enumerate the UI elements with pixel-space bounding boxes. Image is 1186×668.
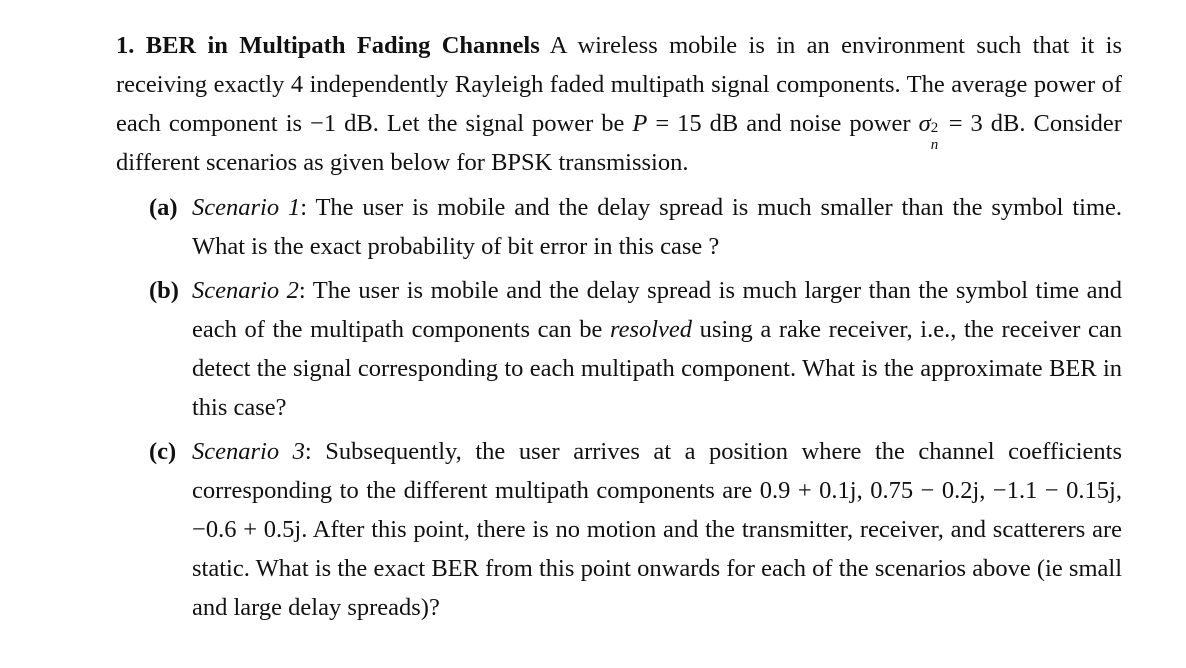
part-a [116,188,1122,266]
sigma-symbol: σ [918,110,931,137]
scenario-list [116,188,1122,627]
part-c-scenario: Scenario 3 [192,438,305,465]
signal-power-symbol: P [632,110,648,137]
intro-text-2: . Let the signal power be [372,110,633,137]
problem-number: 1. [116,32,135,59]
intro-text-3: and noise power [738,110,919,137]
part-a-text: : The user is mobile and the delay spread is much smaller than the symbol time. What is the exact probability of bit error in this case ? [192,194,1123,260]
sigma-superscript: 2 [930,120,939,136]
part-b-emphasis: resolved [609,316,693,343]
part-b-scenario: Scenario 2 [192,277,299,304]
part-b-text-2: using a rake receiver, i.e., the receiver can detect the signal corresponding to each multipath component. What is the approximate BER in this case? [192,316,1122,421]
sigma-scripts [930,120,941,153]
part-b [116,271,1122,427]
part-c-text-1: : Subsequently, the user arrives at a position where the channel coefficients corresponding to the different multipath components are [192,438,1122,504]
part-b-label: (b) [149,277,179,304]
part-a-scenario: Scenario 1 [192,194,301,221]
intro-text-4: . Consider different scenarios as given below for BPSK transmission. [116,110,1122,176]
noise-power-value: = 3 dB [940,110,1020,137]
problem-intro [116,26,1122,182]
part-a-label: (a) [149,194,178,221]
part-c [116,432,1122,627]
signal-power-value: = 15 dB [647,110,739,137]
part-b-text-1: : The user is mobile and the delay spread is much larger than the symbol time and each of the multipath components can be [192,277,1122,343]
problem-statement [116,26,1122,632]
intro-power-value: −1 dB [310,110,373,137]
part-c-label: (c) [149,438,177,465]
problem-title: BER in Multipath Fading Channels [145,32,540,59]
intro-text-1: A wireless mobile is in an environment such that it is receiving exactly 4 independently Rayleigh faded multipath signal components. The average power of each component is [116,32,1123,137]
part-c-coefficients: 0.9 + 0.1j, 0.75 − 0.2j, −1.1 − 0.15j, −0.6 + 0.5j. [192,477,1122,543]
part-c-text-2: After this point, there is no motion and the transmitter, receiver, and scatterers are static. What is the exact BER from this point onwards for each of the scenarios above (ie small and large delay spreads)? [192,516,1122,621]
sigma-subscript: n [930,137,939,153]
